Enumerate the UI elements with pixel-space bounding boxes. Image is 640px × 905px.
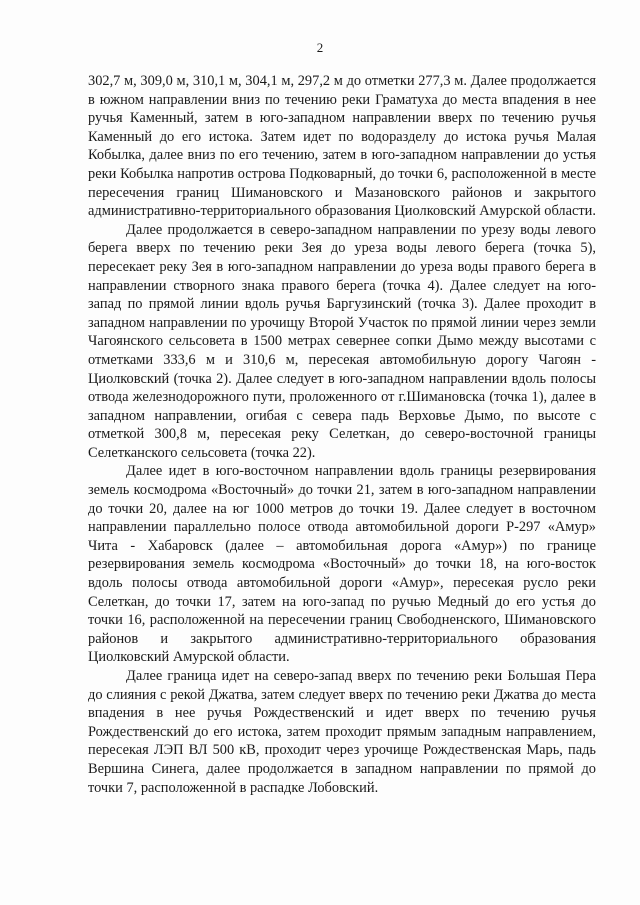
document-body [88, 72, 596, 797]
paragraph-4: Далее граница идет на северо-запад вверх по течению реки Большая Пера до слияния с рекой Джатва, затем следует вверх по течению реки Джатва до места впадения в нее ручья Рождественский и идет вверх по течению ручья Рождественский до его истока, затем проходит прямым западным направлением, пересекая ЛЭП ВЛ 500 кВ, проходит через урочище Рождественская Марь, падь Вершина Синега, далее продолжается в западном направлении по прямой до точки 7, расположенной в распадке Лобовский. [88, 668, 596, 796]
paragraph-1: 302,7 м, 309,0 м, 310,1 м, 304,1 м, 297,2 м до отметки 277,3 м. Далее продолжается в южном направлении вниз по течению реки Граматуха до места впадения в нее ручья Каменный, затем в юго-западном направлении вверх по течению ручья Каменный до его истока. Затем идет по водоразделу до истока ручья Малая Кобылка, далее вниз по его течению, затем в юго-западном направлении до устья реки Кобылка напротив острова Подковарный, до точки 6, расположенной в месте пересечения границ Шимановского и Мазановского районов и закрытого административно-территориального образования Циолковский Амурской области. [88, 73, 596, 220]
paragraph-3: Далее идет в юго-восточном направлении вдоль границы резервирования земель космодрома «Восточный» до точки 21, затем в юго-западном направлении до точки 20, далее на юг 1000 метров до точки 19. Далее следует в восточном направлении параллельно полосе отвода автомобильной дороги Р-297 «Амур» Чита - Хабаровск (далее – автомобильная дорога «Амур») по границе резервирования земель космодрома «Восточный» до точки 18, на юго-восток вдоль полосы отвода автомобильной дороги «Амур», пересекая русло реки Селеткан, до точки 17, затем на юго-запад по ручью Медный до его устья до точки 16, расположенной на пересечении границ Свободненского, Шимановского районов и закрытого административно-территориального образования Циолковский Амурской области. [88, 463, 596, 666]
paragraph-2: Далее продолжается в северо-западном направлении по урезу воды левого берега вверх по течению реки Зея до уреза воды левого берега (точка 5), пересекает реку Зея в юго-западном направлении до уреза воды правого берега в направлении створного знака правого берега (точка 4). Далее следует на юго-запад по прямой линии вдоль ручья Баргузинский (точка 3). Далее проходит в западном направлении по урочищу Второй Участок по прямой линии через земли Чагоянского сельсовета в 1500 метрах севернее сопки Дымо между высотами с отметками 333,6 м и 310,6 м, пересекая автомобильную дорогу Чагоян - Циолковский (точка 2). Далее следует в юго-западном направлении вдоль полосы отвода железнодорожного пути, проложенного от г.Шимановска (точка 1), далее в западном направлении, огибая с севера падь Верховье Дымо, по высоте с отметкой 300,8 м, пересекая реку Селеткан, до северо-восточной границы Селетканского сельсовета (точка 22). [88, 221, 596, 461]
page-number: 2 [316, 40, 324, 55]
